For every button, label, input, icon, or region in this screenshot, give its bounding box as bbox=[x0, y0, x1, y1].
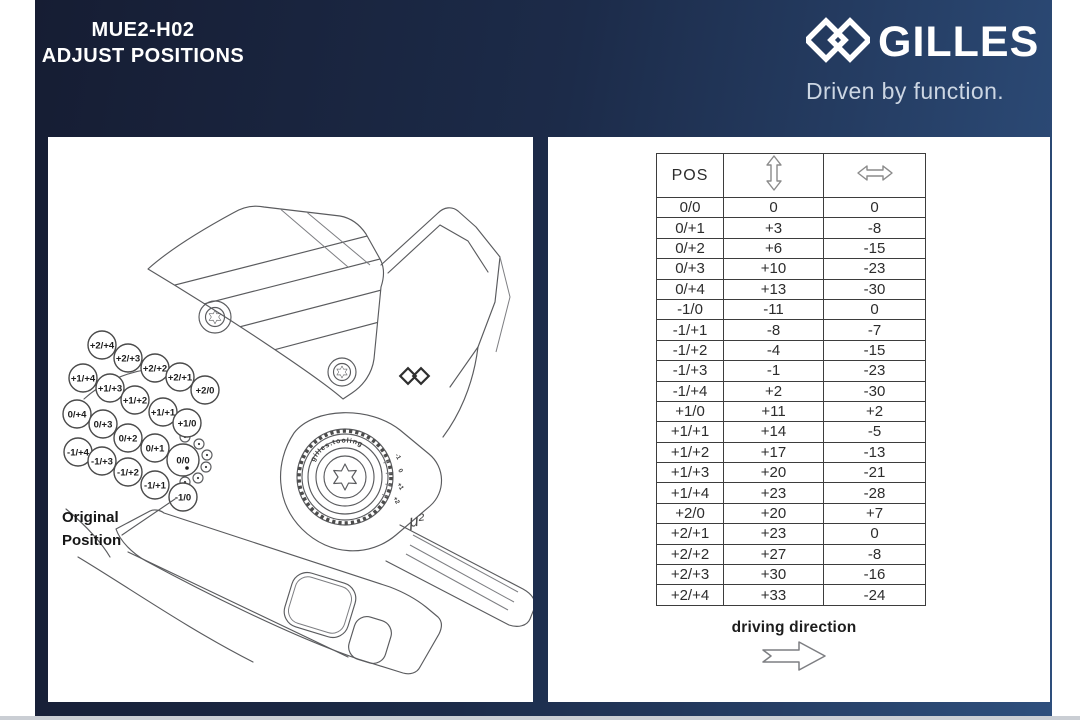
table-row bbox=[657, 381, 926, 401]
brand-block bbox=[806, 16, 1046, 105]
horizontal-offset-cell: -21 bbox=[824, 463, 926, 483]
horizontal-offset-cell: 0 bbox=[824, 299, 926, 319]
table-row bbox=[657, 524, 926, 544]
vertical-offset-cell: -11 bbox=[724, 299, 824, 319]
vertical-offset-cell: +6 bbox=[724, 238, 824, 258]
table-row bbox=[657, 198, 926, 218]
position-bubble-label: 0/0 bbox=[176, 455, 190, 467]
brand-name: GILLES bbox=[878, 18, 1040, 66]
pos-cell: +1/0 bbox=[657, 401, 724, 421]
position-bubble-label: 0/+1 bbox=[145, 443, 165, 455]
svg-text:+1: +1 bbox=[395, 481, 405, 492]
wheel-brand-text: gilles.tooling bbox=[309, 437, 365, 463]
position-bubble bbox=[63, 400, 91, 428]
blade-guard bbox=[116, 510, 442, 674]
vertical-offset-cell: +27 bbox=[724, 544, 824, 564]
pos-cell: -1/0 bbox=[657, 299, 724, 319]
svg-text:-1: -1 bbox=[393, 452, 403, 461]
horizontal-offset-cell: -15 bbox=[824, 238, 926, 258]
horizontal-offset-cell: -8 bbox=[824, 544, 926, 564]
position-bubble bbox=[173, 409, 201, 437]
pos-cell: -1/+2 bbox=[657, 340, 724, 360]
detent-hole-dot bbox=[198, 443, 200, 445]
table-row bbox=[657, 279, 926, 299]
table-row bbox=[657, 585, 926, 605]
vertical-double-arrow-icon bbox=[766, 178, 782, 195]
position-bubble bbox=[121, 386, 149, 414]
pos-cell: -1/+1 bbox=[657, 320, 724, 340]
pos-cell: -1/+3 bbox=[657, 361, 724, 381]
table-row bbox=[657, 442, 926, 462]
horizontal-offset-cell: +2 bbox=[824, 401, 926, 421]
adjuster-housing bbox=[281, 413, 442, 551]
svg-text:+2: +2 bbox=[391, 495, 401, 506]
position-bubble bbox=[96, 374, 124, 402]
table-row bbox=[657, 340, 926, 360]
horizontal-offset-cell: -30 bbox=[824, 279, 926, 299]
detent-hole-dot bbox=[197, 477, 199, 479]
position-bubble-label: -1/+3 bbox=[91, 456, 113, 468]
vertical-offset-cell: -8 bbox=[724, 320, 824, 340]
adjuster-wheel bbox=[297, 429, 405, 525]
vertical-offset-cell: +20 bbox=[724, 503, 824, 523]
position-bubble bbox=[88, 331, 116, 359]
horizontal-offset-cell: -13 bbox=[824, 442, 926, 462]
position-bubble-label: +1/+2 bbox=[122, 395, 148, 407]
mu2-mark: μ² bbox=[407, 510, 426, 531]
brand-tagline: Driven by function. bbox=[806, 78, 1005, 104]
pos-cell: +1/+1 bbox=[657, 422, 724, 442]
pos-cell: 0/0 bbox=[657, 198, 724, 218]
horizontal-offset-cell: -5 bbox=[824, 422, 926, 442]
vertical-offset-cell: +3 bbox=[724, 218, 824, 238]
page-title-subject: ADJUST POSITIONS bbox=[41, 45, 245, 68]
positions-table bbox=[656, 153, 926, 606]
original-position-callout bbox=[62, 499, 175, 549]
pos-cell: +2/+3 bbox=[657, 565, 724, 585]
position-bubble bbox=[88, 447, 116, 475]
table-row bbox=[657, 483, 926, 503]
position-bubble-label: +1/+3 bbox=[97, 383, 123, 395]
horizontal-offset-cell: -24 bbox=[824, 585, 926, 605]
pos-cell: 0/+3 bbox=[657, 259, 724, 279]
position-bubble-label: -1/+4 bbox=[67, 447, 89, 459]
position-bubble bbox=[166, 363, 194, 391]
detent-hole-dot bbox=[205, 466, 207, 468]
horizontal-offset-cell: -23 bbox=[824, 259, 926, 279]
pos-cell: +1/+3 bbox=[657, 463, 724, 483]
original-position-label: Original bbox=[62, 509, 119, 526]
position-bubble-label: +2/0 bbox=[195, 385, 215, 397]
horizontal-offset-cell: -8 bbox=[824, 218, 926, 238]
position-bubble bbox=[89, 410, 117, 438]
origin-dot bbox=[185, 466, 189, 470]
vertical-offset-cell: +33 bbox=[724, 585, 824, 605]
position-bubble-label: +1/+4 bbox=[70, 373, 96, 385]
horizontal-offset-column-header bbox=[824, 154, 926, 198]
driving-direction bbox=[644, 619, 944, 677]
page-title-model: MUE2-H02 bbox=[91, 19, 195, 41]
table-row bbox=[657, 401, 926, 421]
horizontal-double-arrow-icon bbox=[857, 168, 893, 185]
table-row bbox=[657, 422, 926, 442]
table-row bbox=[657, 565, 926, 585]
table-row bbox=[657, 259, 926, 279]
position-bubbles bbox=[63, 331, 219, 511]
driving-direction-label: driving direction bbox=[731, 619, 857, 636]
foot-peg bbox=[386, 525, 533, 626]
table-row bbox=[657, 544, 926, 564]
vertical-offset-cell: -1 bbox=[724, 361, 824, 381]
pos-cell: 0/+2 bbox=[657, 238, 724, 258]
original-position-label: Position bbox=[62, 532, 122, 549]
pos-cell: +1/+4 bbox=[657, 483, 724, 503]
horizontal-offset-cell: -30 bbox=[824, 381, 926, 401]
position-bubble bbox=[114, 344, 142, 372]
table-row bbox=[657, 361, 926, 381]
svg-text:0: 0 bbox=[396, 467, 405, 475]
vertical-offset-cell: +14 bbox=[724, 422, 824, 442]
vertical-offset-cell: +13 bbox=[724, 279, 824, 299]
gilles-casting-logo-icon bbox=[400, 368, 429, 384]
gilles-diamonds-icon bbox=[806, 16, 870, 69]
vertical-offset-cell: -4 bbox=[724, 340, 824, 360]
vertical-offset-cell: +23 bbox=[724, 524, 824, 544]
pos-column-header: POS bbox=[657, 154, 724, 198]
position-bubble bbox=[141, 434, 169, 462]
table-panel bbox=[548, 137, 1050, 702]
horizontal-offset-cell: +7 bbox=[824, 503, 926, 523]
vertical-offset-cell: +10 bbox=[724, 259, 824, 279]
position-bubble bbox=[141, 471, 169, 499]
detent-hole-dot bbox=[206, 454, 208, 456]
position-bubble bbox=[69, 364, 97, 392]
horizontal-offset-cell: 0 bbox=[824, 524, 926, 544]
position-bubble bbox=[141, 354, 169, 382]
pos-cell: +2/+4 bbox=[657, 585, 724, 605]
bottom-strip bbox=[0, 716, 1080, 720]
position-bubble-label: 0/+2 bbox=[118, 433, 138, 445]
position-bubble-label: +2/+1 bbox=[167, 372, 193, 384]
table-row bbox=[657, 503, 926, 523]
vertical-offset-cell: +30 bbox=[724, 565, 824, 585]
table-header-row bbox=[657, 154, 926, 198]
position-bubble-label: +2/+3 bbox=[115, 353, 141, 365]
table-row bbox=[657, 218, 926, 238]
position-bubble-label: +1/0 bbox=[177, 418, 197, 430]
position-bubble bbox=[167, 444, 199, 476]
table-row bbox=[657, 238, 926, 258]
pos-cell: +2/+1 bbox=[657, 524, 724, 544]
position-bubble-label: -1/0 bbox=[174, 492, 192, 504]
position-bubble-label: -1/+2 bbox=[117, 467, 139, 479]
pos-cell: +2/0 bbox=[657, 503, 724, 523]
horizontal-offset-cell: -16 bbox=[824, 565, 926, 585]
position-bubble-label: -1/+1 bbox=[144, 480, 166, 492]
vertical-offset-cell: +17 bbox=[724, 442, 824, 462]
position-bubble bbox=[114, 458, 142, 486]
position-bubble-label: +1/+1 bbox=[150, 407, 176, 419]
position-bubble bbox=[191, 376, 219, 404]
vertical-offset-cell: +23 bbox=[724, 483, 824, 503]
mount-arm bbox=[381, 208, 510, 437]
table-row bbox=[657, 463, 926, 483]
position-bubble bbox=[169, 483, 197, 511]
pos-cell: +1/+2 bbox=[657, 442, 724, 462]
position-bubble-label: +2/+2 bbox=[142, 363, 168, 375]
horizontal-offset-cell: -7 bbox=[824, 320, 926, 340]
vertical-offset-cell: 0 bbox=[724, 198, 824, 218]
driving-direction-arrow-icon bbox=[759, 659, 829, 676]
drawing-panel bbox=[48, 137, 533, 702]
horizontal-offset-cell: -15 bbox=[824, 340, 926, 360]
vertical-offset-cell: +20 bbox=[724, 463, 824, 483]
horizontal-offset-cell: -28 bbox=[824, 483, 926, 503]
table-row bbox=[657, 320, 926, 340]
vertical-offset-column-header bbox=[724, 154, 824, 198]
position-bubble-label: +2/+4 bbox=[89, 340, 115, 352]
horizontal-offset-cell: 0 bbox=[824, 198, 926, 218]
position-bubble-label: 0/+4 bbox=[67, 409, 87, 421]
pos-cell: 0/+1 bbox=[657, 218, 724, 238]
table-row bbox=[657, 299, 926, 319]
position-bubble bbox=[114, 424, 142, 452]
horizontal-offset-cell: -23 bbox=[824, 361, 926, 381]
vertical-offset-cell: +11 bbox=[724, 401, 824, 421]
pos-cell: 0/+4 bbox=[657, 279, 724, 299]
vertical-offset-cell: +2 bbox=[724, 381, 824, 401]
pos-cell: -1/+4 bbox=[657, 381, 724, 401]
torx-bolt bbox=[328, 358, 356, 386]
page-title bbox=[38, 17, 248, 70]
rearset-technical-drawing bbox=[48, 137, 533, 702]
pos-cell: +2/+2 bbox=[657, 544, 724, 564]
position-bubble-label: 0/+3 bbox=[93, 419, 113, 431]
